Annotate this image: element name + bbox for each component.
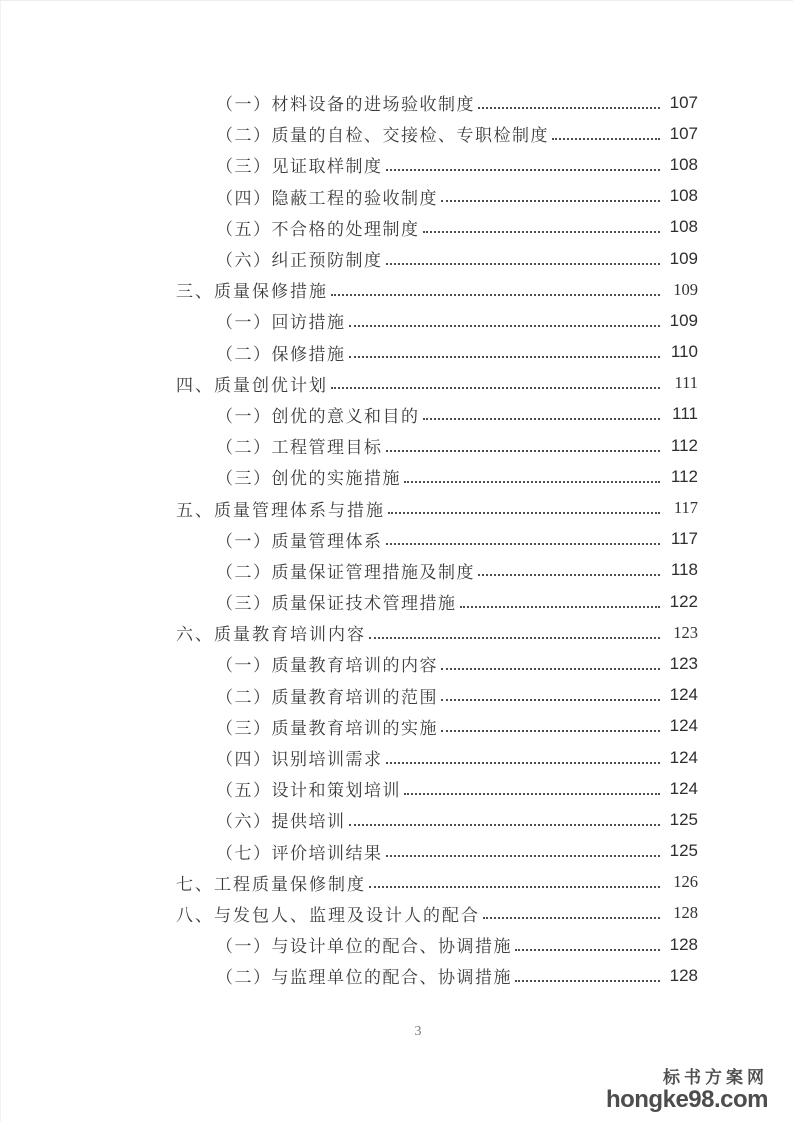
toc-entry-label: （二）质量教育培训的范围 bbox=[216, 687, 438, 707]
toc-entry-label: （二）工程管理目标 bbox=[216, 438, 383, 458]
toc-dot-leader bbox=[331, 387, 660, 389]
toc-dot-leader bbox=[441, 699, 660, 701]
toc-entry-label: 八、与发包人、监理及设计人的配合 bbox=[176, 905, 480, 925]
toc-entry-page-number: 128 bbox=[673, 903, 698, 923]
toc-entry bbox=[176, 181, 698, 212]
toc-dot-leader bbox=[349, 824, 661, 826]
toc-dot-leader bbox=[386, 263, 661, 265]
toc-entry bbox=[176, 274, 698, 305]
toc-dot-leader bbox=[386, 762, 661, 764]
toc-entry-page-number: 111 bbox=[674, 373, 698, 393]
toc-entry-page-number: 109 bbox=[669, 248, 698, 268]
toc-entry-label: （三）创优的实施措施 bbox=[216, 469, 401, 489]
toc-entry bbox=[176, 149, 698, 180]
toc-entry-page-number: 126 bbox=[673, 872, 698, 892]
toc-dot-leader bbox=[404, 481, 660, 483]
toc-dot-leader bbox=[386, 169, 661, 171]
toc-dot-leader bbox=[423, 418, 661, 420]
toc-entry-page-number: 108 bbox=[669, 217, 698, 237]
toc-entry-page-number: 123 bbox=[673, 622, 698, 642]
toc-entry-label: 五、质量管理体系与措施 bbox=[176, 500, 385, 520]
toc-entry bbox=[176, 337, 698, 368]
toc-entry-label: （二）质量保证管理措施及制度 bbox=[216, 562, 475, 582]
toc-entry bbox=[176, 399, 698, 430]
toc-dot-leader bbox=[460, 606, 661, 608]
toc-entry-page-number: 124 bbox=[669, 778, 698, 798]
toc-entry-label: 三、质量保修措施 bbox=[176, 282, 328, 302]
toc-entry-label: （一）与设计单位的配合、协调措施 bbox=[216, 937, 512, 957]
toc-dot-leader bbox=[478, 107, 660, 109]
toc-dot-leader bbox=[369, 886, 660, 888]
toc-dot-leader bbox=[349, 325, 661, 327]
toc-entry-page-number: 108 bbox=[669, 154, 698, 174]
toc-entry-page-number: 125 bbox=[669, 809, 698, 829]
page-number: 3 bbox=[414, 1024, 422, 1039]
toc-entry bbox=[176, 524, 698, 555]
toc-entry-label: （一）材料设备的进场验收制度 bbox=[216, 95, 475, 115]
toc-entry bbox=[176, 773, 698, 804]
toc-dot-leader bbox=[423, 231, 661, 233]
toc-entry bbox=[176, 243, 698, 274]
toc-entry-label: （二）保修措施 bbox=[216, 344, 346, 364]
toc-entry-label: （四）隐蔽工程的验收制度 bbox=[216, 188, 438, 208]
toc-entry-page-number: 128 bbox=[669, 934, 698, 954]
toc-dot-leader bbox=[386, 450, 661, 452]
toc-entry-page-number: 128 bbox=[669, 965, 698, 985]
toc-entry bbox=[176, 305, 698, 336]
toc-entry-label: （二）质量的自检、交接检、专职检制度 bbox=[216, 126, 549, 146]
toc-entry-page-number: 117 bbox=[670, 529, 698, 549]
watermark bbox=[606, 1069, 768, 1112]
toc-entry-page-number: 118 bbox=[670, 560, 698, 580]
toc-entry-label: （一）质量管理体系 bbox=[216, 531, 383, 551]
toc-entry-label: （三）质量保证技术管理措施 bbox=[216, 594, 457, 614]
toc-entry-page-number: 124 bbox=[669, 685, 698, 705]
toc-entry-page-number: 107 bbox=[669, 92, 698, 112]
toc-dot-leader bbox=[478, 574, 660, 576]
toc-entry bbox=[176, 368, 698, 399]
toc-dot-leader bbox=[404, 793, 660, 795]
toc-entry-label: 四、质量创优计划 bbox=[176, 375, 328, 395]
toc-entry-label: （五）设计和策划培训 bbox=[216, 781, 401, 801]
toc-entry-page-number: 107 bbox=[669, 123, 698, 143]
toc-entry-label: （一）创优的意义和目的 bbox=[216, 406, 420, 426]
toc-entry bbox=[176, 648, 698, 679]
toc-entry-label: （六）纠正预防制度 bbox=[216, 251, 383, 271]
toc-entry-label: （六）提供培训 bbox=[216, 812, 346, 832]
toc-dot-leader bbox=[483, 917, 660, 919]
toc-entry bbox=[176, 492, 698, 523]
toc-entry-page-number: 117 bbox=[673, 498, 698, 518]
toc-entry-label: （一）质量教育培训的内容 bbox=[216, 656, 438, 676]
toc-dot-leader bbox=[441, 200, 660, 202]
toc-entry bbox=[176, 836, 698, 867]
toc-entry bbox=[176, 118, 698, 149]
toc-dot-leader bbox=[349, 356, 661, 358]
toc-entry-page-number: 111 bbox=[672, 404, 698, 424]
toc-entry-page-number: 112 bbox=[670, 466, 698, 486]
toc-entry bbox=[176, 461, 698, 492]
toc-dot-leader bbox=[441, 730, 660, 732]
toc-entry-page-number: 109 bbox=[669, 310, 698, 330]
toc-entry bbox=[176, 804, 698, 835]
toc-entry-label: （二）与监理单位的配合、协调措施 bbox=[216, 968, 512, 988]
toc-dot-leader bbox=[331, 294, 660, 296]
toc-dot-leader bbox=[515, 949, 660, 951]
toc-entry bbox=[176, 212, 698, 243]
watermark-site-url: hongke98.com bbox=[605, 1086, 768, 1113]
toc-dot-leader bbox=[552, 138, 660, 140]
toc-dot-leader bbox=[388, 512, 660, 514]
toc-entry bbox=[176, 680, 698, 711]
toc-entry-label: （三）质量教育培训的实施 bbox=[216, 718, 438, 738]
toc-entry-label: 六、质量教育培训内容 bbox=[176, 625, 366, 645]
toc-entry-label: （一）回访措施 bbox=[216, 313, 346, 333]
toc-entry-page-number: 110 bbox=[670, 342, 698, 362]
toc-dot-leader bbox=[369, 637, 660, 639]
table-of-contents bbox=[176, 87, 698, 991]
toc-dot-leader bbox=[515, 980, 660, 982]
toc-entry-page-number: 125 bbox=[669, 841, 698, 861]
toc-entry-label: （三）见证取样制度 bbox=[216, 157, 383, 177]
toc-entry-page-number: 122 bbox=[669, 591, 698, 611]
toc-entry bbox=[176, 555, 698, 586]
toc-entry bbox=[176, 586, 698, 617]
toc-entry-page-number: 108 bbox=[669, 186, 698, 206]
toc-entry bbox=[176, 87, 698, 118]
toc-entry-page-number: 123 bbox=[669, 653, 698, 673]
toc-entry-label: （四）识别培训需求 bbox=[216, 750, 383, 770]
toc-entry-page-number: 124 bbox=[669, 747, 698, 767]
toc-entry bbox=[176, 929, 698, 960]
watermark-site-name: 标书方案网 bbox=[663, 1068, 768, 1087]
toc-entry bbox=[176, 960, 698, 991]
toc-entry-page-number: 112 bbox=[670, 435, 698, 455]
toc-entry bbox=[176, 867, 698, 898]
toc-entry bbox=[176, 898, 698, 929]
toc-entry bbox=[176, 617, 698, 648]
toc-entry bbox=[176, 742, 698, 773]
toc-entry-label: （七）评价培训结果 bbox=[216, 843, 383, 863]
toc-entry bbox=[176, 711, 698, 742]
toc-entry-page-number: 109 bbox=[673, 279, 698, 299]
toc-entry-label: 七、工程质量保修制度 bbox=[176, 874, 366, 894]
toc-dot-leader bbox=[386, 543, 661, 545]
toc-entry-label: （五）不合格的处理制度 bbox=[216, 219, 420, 239]
toc-dot-leader bbox=[386, 855, 661, 857]
toc-entry-page-number: 124 bbox=[669, 716, 698, 736]
toc-dot-leader bbox=[441, 668, 660, 670]
toc-entry bbox=[176, 430, 698, 461]
